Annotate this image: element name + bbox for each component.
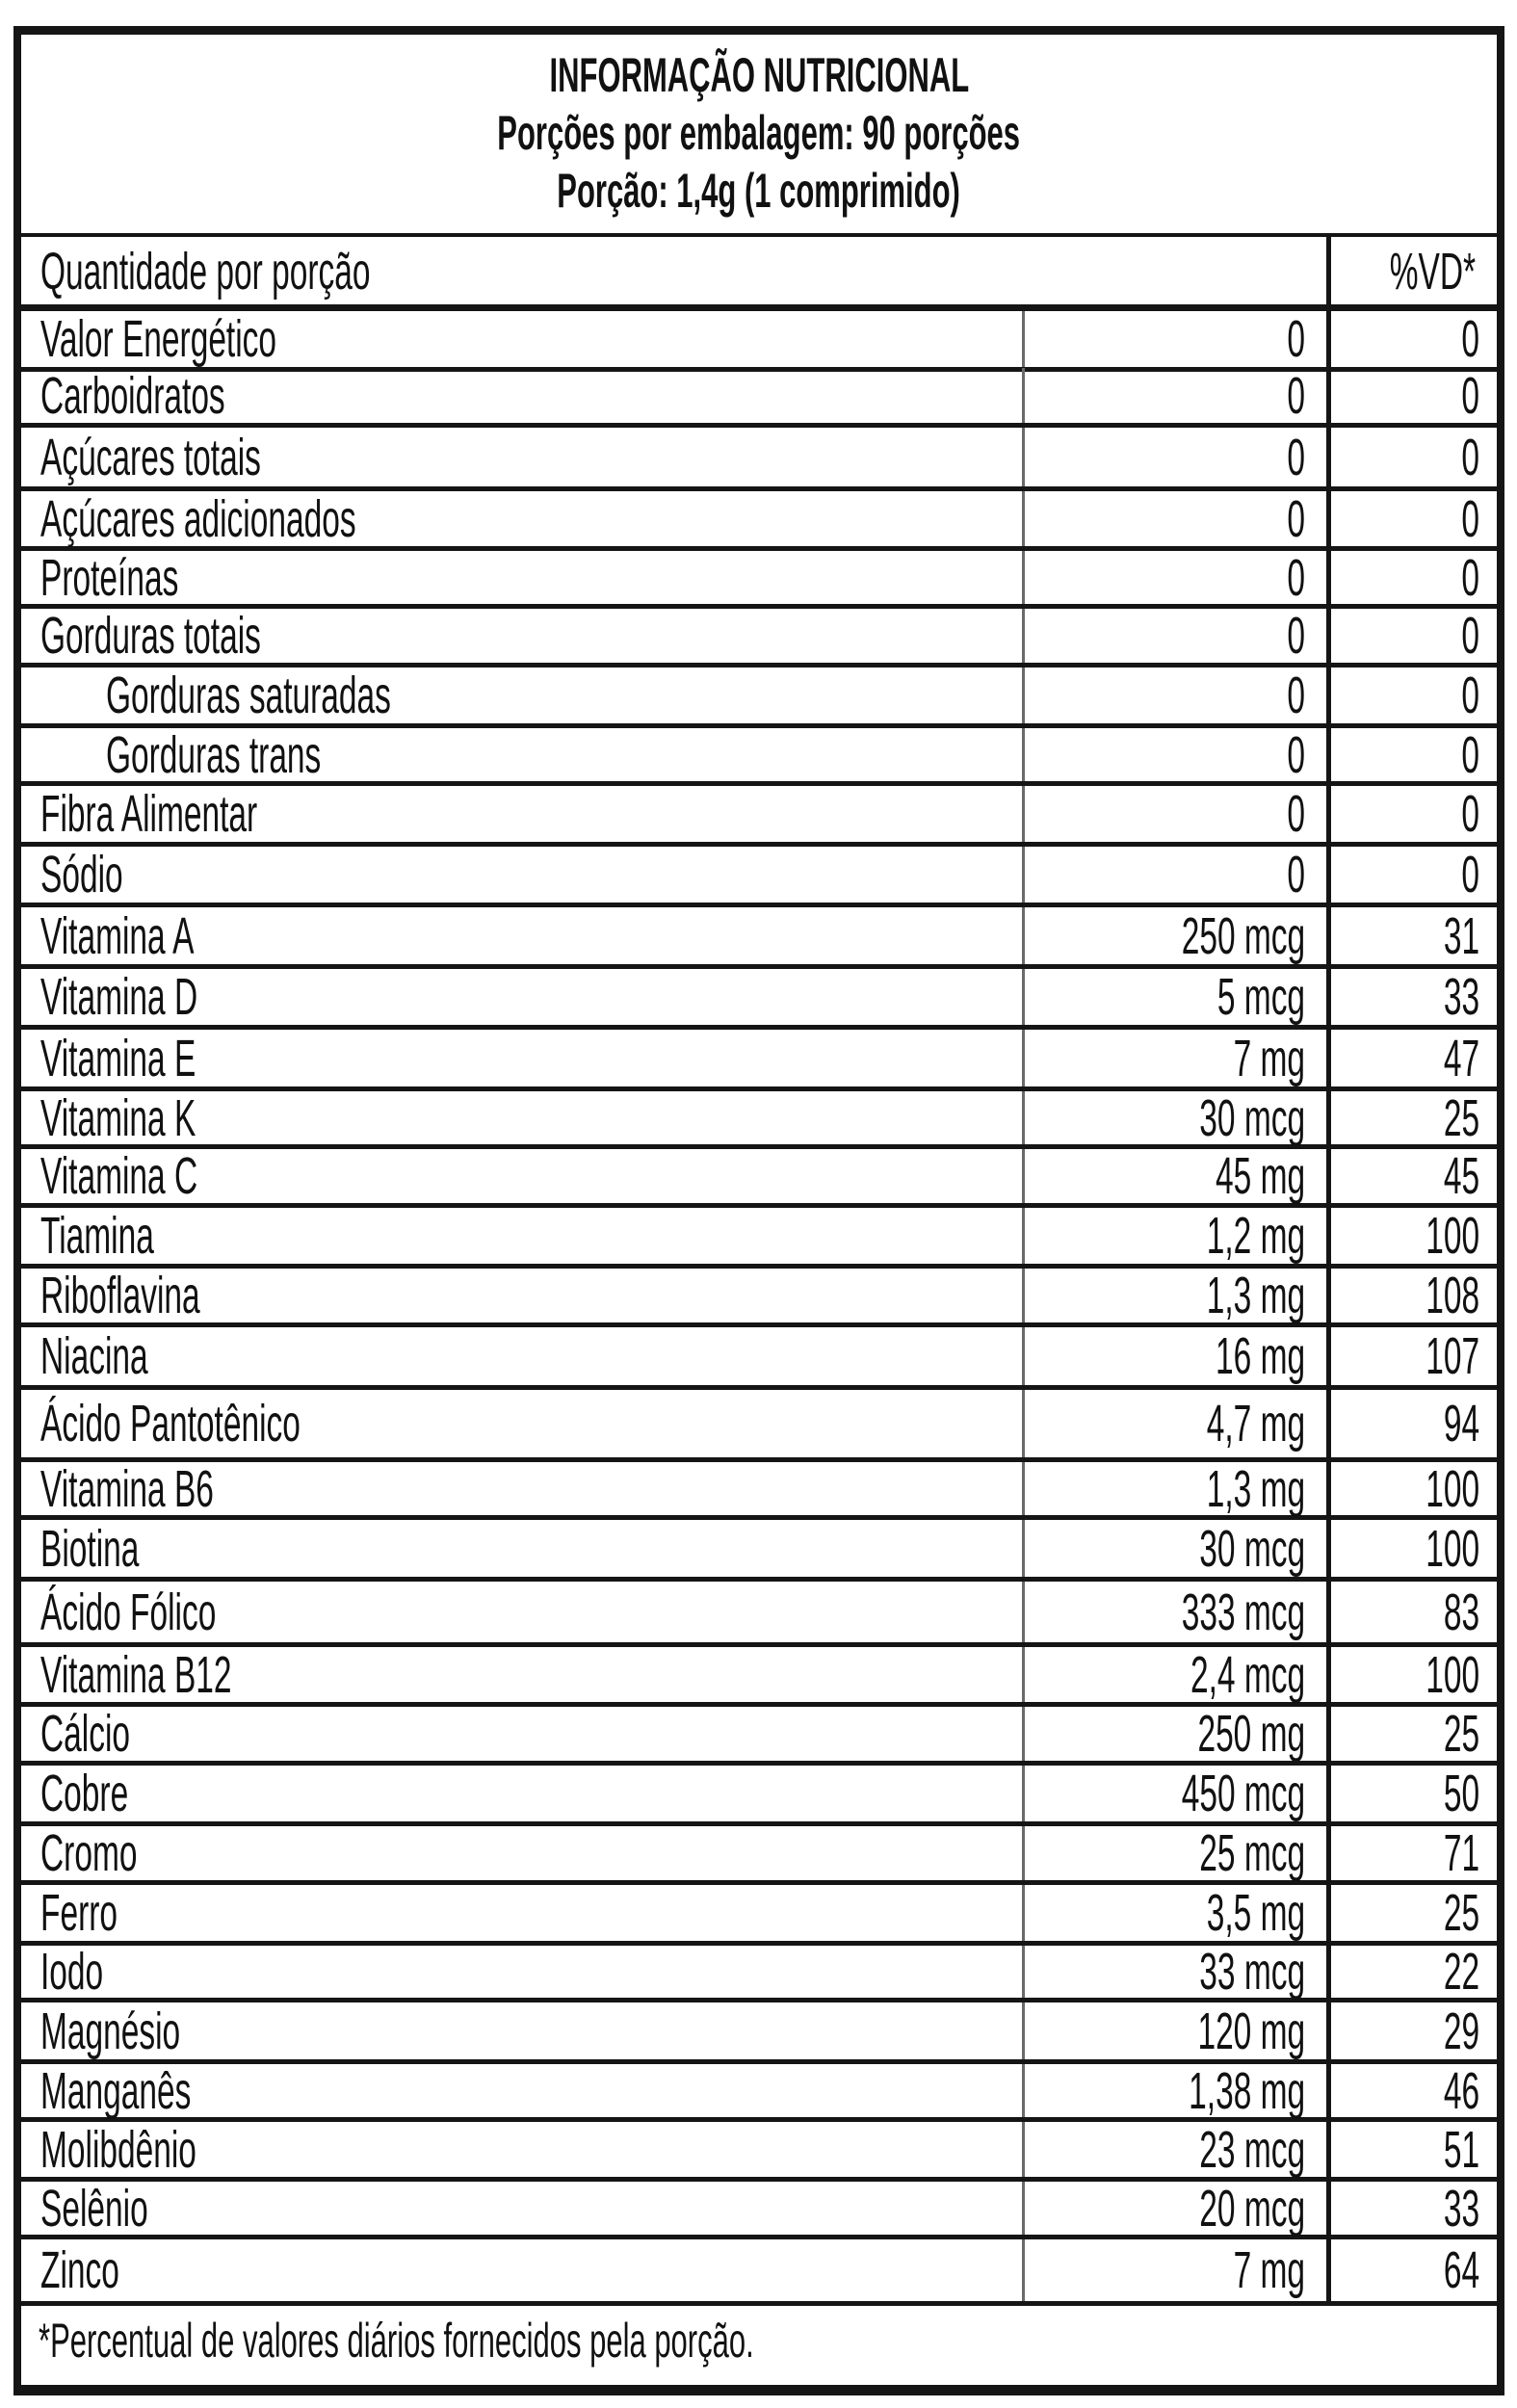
- table-row: [21, 1766, 1497, 1826]
- nutrient-vd-text: 45: [1443, 1147, 1479, 1205]
- nutrient-vd-text: 64: [1443, 2241, 1479, 2299]
- nutrient-amount-text: 30 mcg: [1199, 1088, 1305, 1147]
- nutrient-label: [40, 491, 549, 546]
- nutrient-label-text: Vitamina B12: [40, 1645, 232, 1704]
- table-row: [21, 1327, 1497, 1390]
- nutrient-label: [40, 1943, 142, 2001]
- nutrient-amount: [1022, 548, 1326, 607]
- nutrient-label-text: Biotina: [40, 1519, 140, 1578]
- nutrient-vd: [1326, 907, 1497, 964]
- nutrient-amount: [1022, 1459, 1326, 1518]
- nutrient-amount-text: 16 mg: [1215, 1327, 1305, 1385]
- nutrient-vd: [1326, 1390, 1497, 1457]
- vd-header: [1326, 237, 1497, 304]
- nutrient-label-text: Ácido Fólico: [40, 1583, 217, 1641]
- nutrient-vd-text: 0: [1461, 846, 1479, 903]
- nutrient-label-text: Ferro: [40, 1884, 118, 1942]
- nutrient-amount-text: 0: [1287, 489, 1305, 548]
- table-row: [21, 2179, 1497, 2239]
- nutrient-amount: [1022, 1088, 1326, 1147]
- nutrient-amount: [1022, 609, 1326, 663]
- nutrient-vd: [1326, 1826, 1497, 1880]
- nutrient-amount: [1022, 1647, 1326, 1702]
- table-row: [21, 368, 1497, 428]
- nutrient-amount: [1022, 1208, 1326, 1264]
- nutrient-label: [40, 311, 421, 367]
- nutrient-amount: [1022, 667, 1326, 723]
- nutrient-vd-text: 25: [1443, 1884, 1479, 1942]
- nutrient-amount: [1022, 847, 1326, 903]
- table-row: [21, 1030, 1497, 1091]
- nutrient-vd: [1326, 1088, 1497, 1147]
- nutrient-amount-text: 20 mcg: [1199, 2179, 1305, 2238]
- nutrient-vd: [1326, 428, 1497, 486]
- nutrient-vd-text: 33: [1443, 968, 1479, 1026]
- nutrient-label-text: Vitamina K: [40, 1088, 196, 1147]
- table-row: [21, 2122, 1497, 2182]
- nutrient-label: [40, 1647, 349, 1702]
- table-row: [21, 548, 1497, 609]
- nutrient-vd: [1326, 1208, 1497, 1264]
- nutrient-vd: [1326, 1647, 1497, 1702]
- table-row: [21, 311, 1497, 372]
- nutrient-amount-text: 1,3 mg: [1206, 1267, 1305, 1324]
- nutrient-amount: [1022, 1149, 1326, 1203]
- nutrient-label-text: Proteínas: [40, 548, 179, 607]
- nutrient-vd-text: 100: [1425, 1207, 1479, 1265]
- nutrient-label: [40, 1269, 298, 1322]
- nutrient-vd-text: 0: [1461, 725, 1479, 784]
- nutrient-label-text: Selênio: [40, 2179, 148, 2238]
- nutrient-amount: [1022, 1582, 1326, 1642]
- nutrient-vd-text: 50: [1443, 1765, 1479, 1822]
- nutrient-label-text: Gorduras saturadas: [106, 667, 391, 724]
- nutrient-label: [40, 1030, 291, 1086]
- table-row: [21, 1520, 1497, 1582]
- nutrient-label-text: Zinco: [40, 2241, 119, 2299]
- nutrient-label: [106, 667, 565, 723]
- nutrient-amount: [1022, 1390, 1326, 1457]
- nutrient-vd-text: 25: [1443, 1705, 1479, 1763]
- serving-size: [21, 162, 1497, 220]
- nutrient-amount-text: 0: [1287, 428, 1305, 486]
- nutrient-label: [40, 2179, 214, 2238]
- nutrient-amount-text: 120 mg: [1197, 2002, 1305, 2060]
- nutrient-label: [40, 1826, 196, 1880]
- nutrient-amount: [1022, 907, 1326, 964]
- nutrient-label: [40, 368, 338, 423]
- nutrient-label-text: Vitamina A: [40, 906, 195, 965]
- nutrient-amount-text: 4,7 mg: [1206, 1395, 1305, 1453]
- nutrient-amount: [1022, 1269, 1326, 1322]
- nutrient-amount: [1022, 428, 1326, 486]
- nutrient-amount-text: 5 mcg: [1216, 968, 1305, 1026]
- nutrient-vd-text: 25: [1443, 1088, 1479, 1147]
- nutrient-label: [40, 1885, 165, 1941]
- nutrient-amount-text: 0: [1287, 607, 1305, 665]
- table-row: [21, 907, 1497, 969]
- quantity-per-serving-header: [40, 243, 572, 301]
- nutrient-amount-text: 0: [1287, 366, 1305, 425]
- nutrient-amount-text: 0: [1287, 846, 1305, 903]
- nutrient-vd: [1326, 1520, 1497, 1577]
- nutrient-amount-text: 33 mcg: [1199, 1943, 1305, 2001]
- table-row: [21, 847, 1497, 907]
- table-row: [21, 2002, 1497, 2064]
- nutrient-vd-text: 100: [1425, 1645, 1479, 1704]
- nutrient-label: [40, 1459, 320, 1518]
- nutrient-label-text: Fibra Alimentar: [40, 785, 258, 843]
- nutrient-label: [40, 1390, 459, 1457]
- nutrient-amount-text: 250 mcg: [1181, 906, 1305, 965]
- nutrient-label: [106, 725, 453, 784]
- nutrient-label-text: Vitamina C: [40, 1147, 198, 1205]
- nutrient-label-text: Cálcio: [40, 1705, 131, 1763]
- nutrient-vd-text: 0: [1461, 607, 1479, 665]
- nutrient-vd-text: 0: [1461, 548, 1479, 607]
- table-title: [21, 46, 1497, 104]
- nutrient-vd-text: 29: [1443, 2002, 1479, 2060]
- nutrient-vd-text: 107: [1425, 1327, 1479, 1385]
- nutrient-amount-text: 0: [1287, 310, 1305, 368]
- nutrient-amount-text: 25 mcg: [1199, 1824, 1305, 1882]
- nutrient-vd-text: 47: [1443, 1029, 1479, 1087]
- nutrient-vd: [1326, 548, 1497, 607]
- nutrient-vd-text: 108: [1425, 1267, 1479, 1324]
- nutrient-label-text: Niacina: [40, 1327, 148, 1385]
- nutrient-amount: [1022, 2061, 1326, 2120]
- nutrient-label-text: Gorduras totais: [40, 607, 261, 665]
- nutrient-amount-text: 0: [1287, 725, 1305, 784]
- nutrient-amount: [1022, 311, 1326, 367]
- nutrient-label-text: Açúcares adicionados: [40, 489, 356, 548]
- nutrient-label: [40, 2122, 292, 2177]
- nutrient-vd: [1326, 1149, 1497, 1203]
- nutrient-vd: [1326, 2002, 1497, 2059]
- nutrient-label: [40, 1088, 291, 1147]
- table-row: [21, 667, 1497, 728]
- nutrient-amount: [1022, 2122, 1326, 2177]
- table-title-block: [21, 35, 1497, 237]
- nutrient-vd: [1326, 1030, 1497, 1086]
- nutrient-amount: [1022, 969, 1326, 1025]
- nutrient-amount-text: 30 mcg: [1199, 1519, 1305, 1578]
- nutrient-vd: [1326, 667, 1497, 723]
- nutrient-vd-text: 94: [1443, 1395, 1479, 1453]
- vd-header-text: %VD*: [1389, 243, 1476, 301]
- nutrient-label-text: Magnésio: [40, 2002, 181, 2060]
- table-row: [21, 1208, 1497, 1269]
- nutrient-vd: [1326, 368, 1497, 423]
- nutrient-amount: [1022, 786, 1326, 842]
- nutrient-amount-text: 0: [1287, 785, 1305, 843]
- nutrient-vd: [1326, 491, 1497, 546]
- nutrient-amount-text: 2,4 mcg: [1190, 1645, 1305, 1704]
- nutrient-amount: [1022, 725, 1326, 784]
- nutrient-label: [40, 969, 294, 1025]
- nutrient-label: [40, 1582, 324, 1642]
- nutrient-vd-text: 0: [1461, 785, 1479, 843]
- nutrient-label: [40, 1707, 185, 1761]
- nutrient-amount: [1022, 1327, 1326, 1385]
- nutrient-vd: [1326, 311, 1497, 367]
- nutrient-label: [40, 847, 173, 903]
- nutrient-amount: [1022, 1943, 1326, 2001]
- nutrient-label-text: Cobre: [40, 1765, 129, 1822]
- nutrient-label-text: Tiamina: [40, 1207, 154, 1265]
- table-row: [21, 2061, 1497, 2122]
- table-row: [21, 2239, 1497, 2306]
- nutrient-label: [40, 1208, 223, 1264]
- table-row: [21, 1943, 1497, 2002]
- nutrient-label: [40, 548, 263, 607]
- servings-per-package: [21, 104, 1497, 162]
- table-row: [21, 1390, 1497, 1462]
- nutrient-label: [40, 428, 396, 486]
- nutrient-amount: [1022, 1520, 1326, 1577]
- nutrient-label: [40, 609, 396, 663]
- nutrient-vd-text: 100: [1425, 1459, 1479, 1518]
- nutrient-amount-text: 3,5 mg: [1206, 1884, 1305, 1942]
- nutrient-vd: [1326, 1582, 1497, 1642]
- nutrient-label-text: Cromo: [40, 1824, 138, 1882]
- nutrient-vd-text: 46: [1443, 2061, 1479, 2120]
- nutrient-amount-text: 1,3 mg: [1206, 1459, 1305, 1518]
- table-row: [21, 428, 1497, 491]
- nutrient-vd-text: 0: [1461, 489, 1479, 548]
- footer-note-span: *Percentual de valores diários fornecidos pela porção.: [39, 2314, 754, 2368]
- nutrient-vd: [1326, 1269, 1497, 1322]
- nutrient-amount-text: 250 mg: [1197, 1705, 1305, 1763]
- nutrient-vd-text: 22: [1443, 1943, 1479, 2001]
- nutrient-label-text: Carboidratos: [40, 366, 225, 425]
- nutrient-vd: [1326, 725, 1497, 784]
- nutrient-amount: [1022, 1030, 1326, 1086]
- nutrient-vd: [1326, 2239, 1497, 2301]
- nutrient-vd: [1326, 1943, 1497, 2001]
- table-row: [21, 1269, 1497, 1327]
- nutrient-label-text: Vitamina B6: [40, 1459, 214, 1518]
- nutrient-amount-text: 1,38 mg: [1189, 2061, 1305, 2120]
- table-row: [21, 1582, 1497, 1647]
- nutrient-amount-text: 7 mg: [1233, 1029, 1305, 1087]
- nutrient-vd: [1326, 2122, 1497, 2177]
- table-row: [21, 1088, 1497, 1149]
- column-header-row: [21, 237, 1497, 311]
- table-title-text: INFORMAÇÃO NUTRICIONAL: [549, 48, 969, 102]
- nutrient-vd: [1326, 609, 1497, 663]
- nutrient-amount: [1022, 2179, 1326, 2238]
- nutrient-label: [40, 1520, 199, 1577]
- nutrient-vd-text: 0: [1461, 366, 1479, 425]
- servings-per-package-text: Porções por embalagem: 90 porções: [497, 106, 1021, 160]
- nutrient-amount: [1022, 1826, 1326, 1880]
- nutrient-vd-text: 31: [1443, 906, 1479, 965]
- nutrient-label: [40, 907, 288, 964]
- serving-size-text: Porção: 1,4g (1 comprimido): [557, 164, 961, 218]
- nutrient-label-text: Vitamina E: [40, 1029, 196, 1087]
- footer-note: [21, 2302, 1497, 2385]
- nutrient-label-text: Sódio: [40, 846, 123, 903]
- nutrient-label: [40, 2002, 266, 2059]
- nutrient-amount: [1022, 491, 1326, 546]
- nutrient-vd-text: 51: [1443, 2120, 1479, 2179]
- nutrient-vd: [1326, 969, 1497, 1025]
- quantity-per-serving-text: Quantidade por porção: [40, 243, 371, 301]
- nutrient-label-text: Gorduras trans: [106, 725, 322, 784]
- nutrient-label: [40, 2239, 168, 2301]
- table-row: [21, 969, 1497, 1030]
- table-row: [21, 1707, 1497, 1766]
- nutrient-amount: [1022, 368, 1326, 423]
- table-row: [21, 1149, 1497, 1208]
- nutrient-vd-text: 83: [1443, 1583, 1479, 1641]
- nutrient-label-text: Iodo: [40, 1943, 104, 2001]
- nutrient-vd-text: 100: [1425, 1519, 1479, 1578]
- nutrient-label: [40, 1327, 214, 1385]
- table-row: [21, 609, 1497, 667]
- nutrient-label-text: Valor Energético: [40, 310, 277, 368]
- nutrient-vd: [1326, 2061, 1497, 2120]
- nutrient-amount-text: 7 mg: [1233, 2241, 1305, 2299]
- nutrient-vd-text: 33: [1443, 2179, 1479, 2238]
- nutrient-amount-text: 45 mg: [1215, 1147, 1305, 1205]
- nutrient-label: [40, 2061, 283, 2120]
- nutrient-label-text: Manganês: [40, 2061, 192, 2120]
- nutrient-label: [40, 1149, 294, 1203]
- table-row: [21, 1885, 1497, 1946]
- nutrient-amount: [1022, 2239, 1326, 2301]
- table-row: [21, 786, 1497, 847]
- nutrient-label-text: Molibdênio: [40, 2120, 196, 2179]
- nutrient-label-text: Ácido Pantotênico: [40, 1395, 301, 1453]
- nutrient-amount: [1022, 1766, 1326, 1821]
- nutrition-facts-table: [13, 26, 1504, 2395]
- table-row: [21, 1826, 1497, 1885]
- nutrient-amount: [1022, 1885, 1326, 1941]
- nutrient-amount-text: 0: [1287, 667, 1305, 724]
- table-row: [21, 725, 1497, 786]
- nutrient-amount-text: 0: [1287, 548, 1305, 607]
- nutrient-label-text: Riboflavina: [40, 1267, 200, 1324]
- table-row: [21, 1647, 1497, 1707]
- nutrient-label-text: Açúcares totais: [40, 428, 261, 486]
- footer-note-text: [39, 2312, 1192, 2369]
- nutrient-vd: [1326, 847, 1497, 903]
- table-row: [21, 1459, 1497, 1520]
- nutrient-vd: [1326, 1327, 1497, 1385]
- nutrient-amount: [1022, 1707, 1326, 1761]
- nutrient-vd: [1326, 786, 1497, 842]
- nutrient-amount-text: 333 mcg: [1181, 1583, 1305, 1641]
- nutrient-vd: [1326, 2179, 1497, 2238]
- nutrient-vd-text: 0: [1461, 310, 1479, 368]
- nutrient-amount-text: 1,2 mg: [1206, 1207, 1305, 1265]
- nutrient-vd: [1326, 1459, 1497, 1518]
- nutrient-vd: [1326, 1885, 1497, 1941]
- nutrient-vd-text: 71: [1443, 1824, 1479, 1882]
- nutrient-amount-text: 23 mcg: [1199, 2120, 1305, 2179]
- nutrient-label: [40, 786, 390, 842]
- nutrient-amount: [1022, 2002, 1326, 2059]
- nutrient-label: [40, 1766, 182, 1821]
- nutrient-amount-text: 450 mcg: [1181, 1765, 1305, 1822]
- nutrient-vd-text: 0: [1461, 428, 1479, 486]
- nutrient-label-text: Vitamina D: [40, 968, 198, 1026]
- nutrient-vd: [1326, 1707, 1497, 1761]
- table-row: [21, 491, 1497, 551]
- nutrient-vd-text: 0: [1461, 667, 1479, 724]
- nutrient-vd: [1326, 1766, 1497, 1821]
